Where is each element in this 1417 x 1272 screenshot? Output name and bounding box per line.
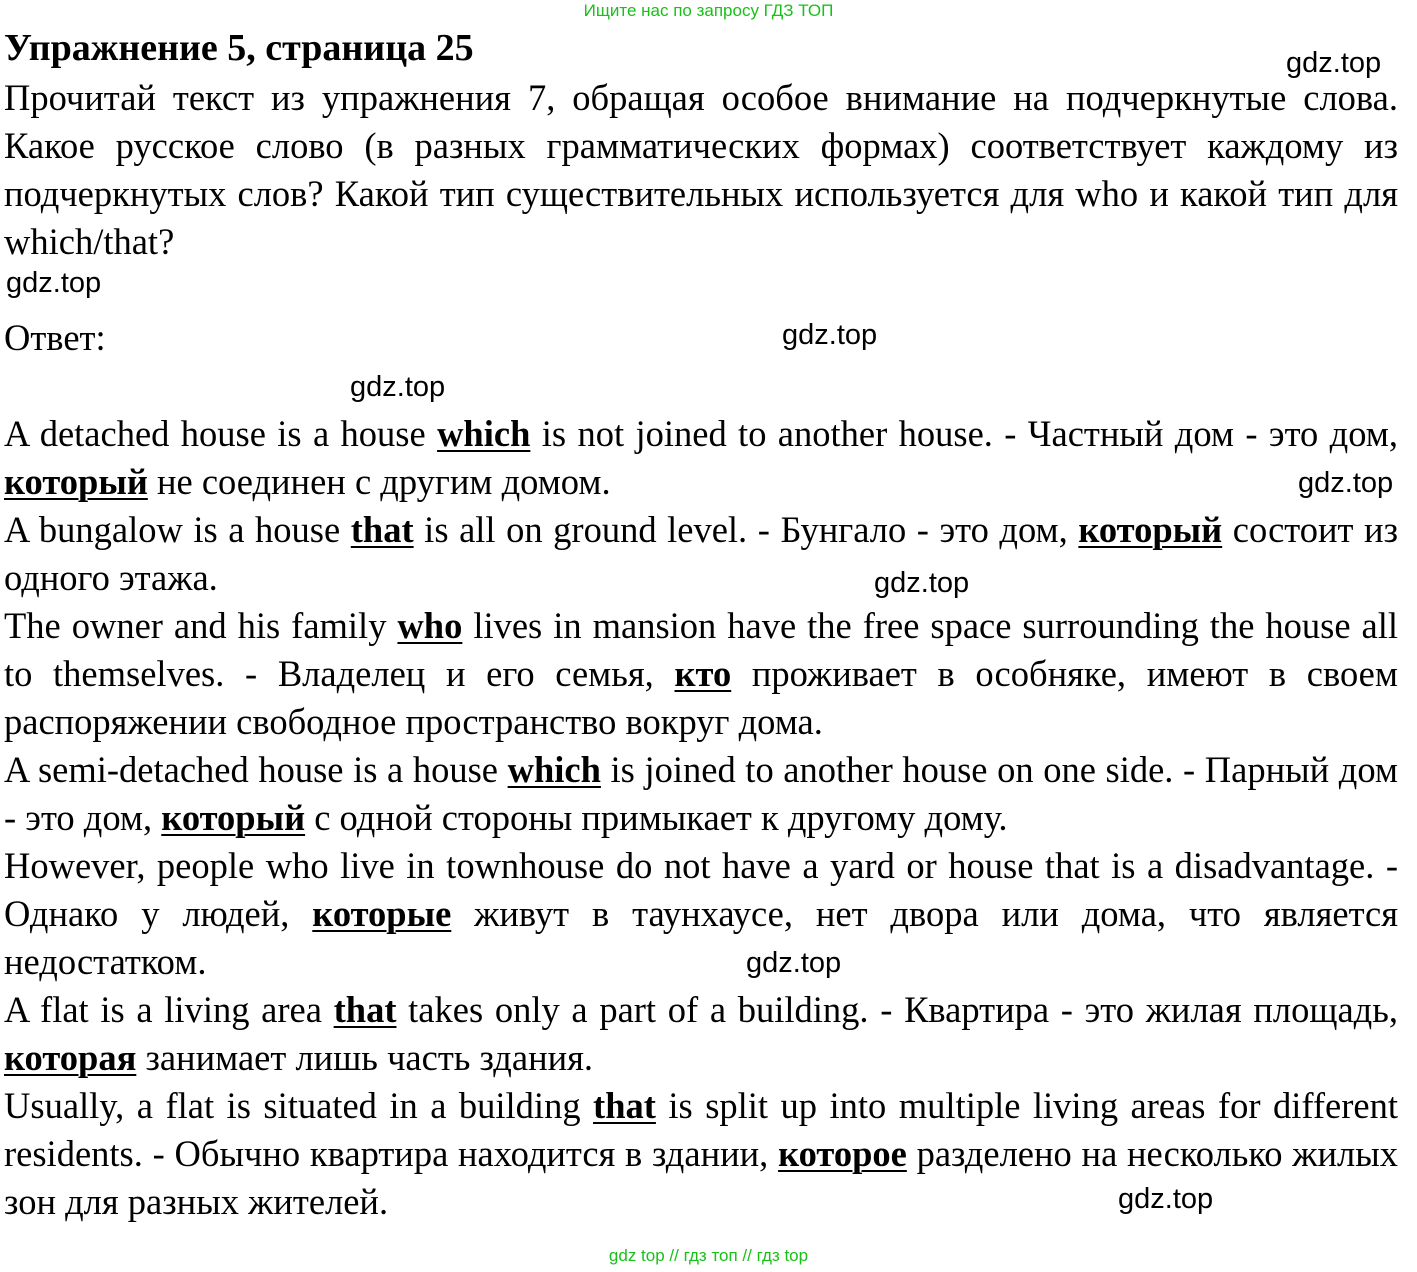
keyword-en: which — [437, 413, 531, 454]
watermark: gdz.top — [350, 371, 446, 403]
keyword-en: that — [593, 1085, 656, 1126]
answer-item: A semi-detached house is a house which is joined to another house on one side. - Парный дом - это дом, который с одной стороны примыкает к другому дому. — [4, 749, 1399, 838]
top-banner: Ищите нас по запросу ГДЗ ТОП — [583, 1, 834, 20]
answer-item: Usually, a flat is situated in a building that is split up into multiple living areas for different residents. - Обычно квартира находится в здании, которое разделено на несколько жилых зон для разных жителей. — [4, 1085, 1398, 1222]
keyword-ru: кто — [674, 653, 732, 694]
answer-item: A flat is a living area that takes only a part of a building. - Квартира - это жилая площадь, которая занимает лишь часть здания. — [4, 989, 1398, 1078]
answer-label: Ответ: — [4, 317, 106, 358]
keyword-ru: который — [161, 797, 306, 838]
keyword-ru: который — [1078, 509, 1223, 550]
keyword-ru: которая — [4, 1037, 137, 1078]
page-title: Упражнение 5, страница 25 — [4, 27, 474, 69]
keyword-ru: которые — [312, 893, 452, 934]
answer-item: The owner and his family who lives in mansion have the free space surrounding the house all to themselves. - Владелец и его семья, кто проживает в особняке, имеют в своем распоряжении свободное пространство вокруг дома. — [4, 605, 1398, 742]
answers-list — [4, 410, 1398, 1226]
keyword-ru: которое — [778, 1133, 907, 1174]
watermark: gdz.top — [6, 267, 102, 299]
watermark: gdz.top — [746, 947, 842, 979]
watermark: gdz.top — [782, 319, 878, 351]
watermark: gdz.top — [1118, 1183, 1214, 1215]
exercise-prompt: Прочитай текст из упражнения 7, обращая особое внимание на подчеркнутые слова. Какое русское слово (в разных грамматических формах) соответствует каждому из подчеркнутых слов? Какой тип существительных используется для who и какой тип для which/that? — [4, 77, 1398, 262]
keyword-en: that — [333, 989, 397, 1030]
answer-item: However, people who live in townhouse do not have a yard or house that is a disadvantage. - Однако у людей, которые живут в таунхаусе, нет двора или дома, что является недостатком. — [4, 845, 1399, 982]
keyword-en: that — [350, 509, 414, 550]
keyword-en: who — [397, 605, 463, 646]
keyword-ru: который — [4, 461, 148, 502]
footer-links: gdz top // гдз топ // гдз top — [608, 1246, 809, 1265]
watermark: gdz.top — [1298, 467, 1394, 499]
answer-item: A detached house is a house which is not joined to another house. - Частный дом - это дом, который не соединен с другим домом. — [4, 413, 1398, 502]
keyword-en: which — [507, 749, 601, 790]
watermark: gdz.top — [874, 567, 970, 599]
watermark: gdz.top — [1286, 47, 1382, 79]
answer-item: A bungalow is a house that is all on ground level. - Бунгало - это дом, который состоит из одного этажа. — [4, 509, 1399, 598]
